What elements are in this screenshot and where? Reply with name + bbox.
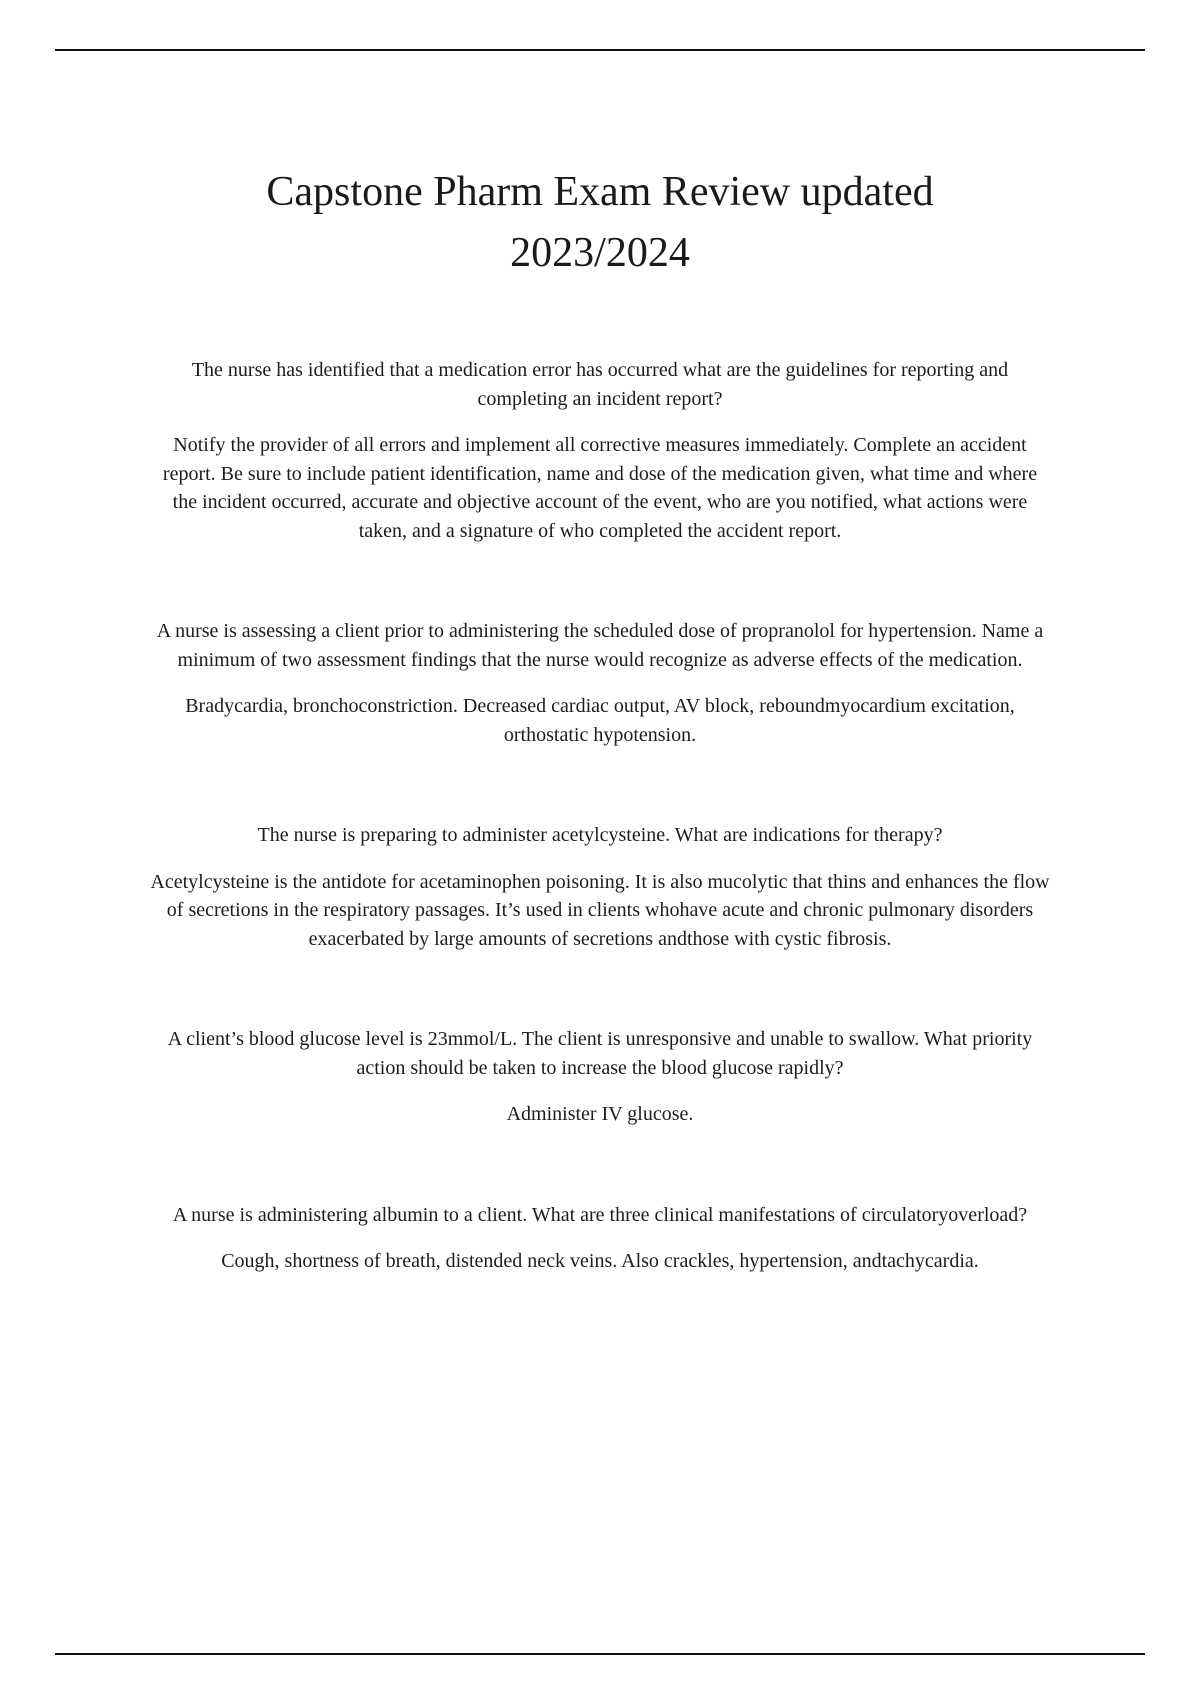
- document-title: [149, 162, 1051, 284]
- question-text: A nurse is administering albumin to a client. What are three clinical manifestations of circulatoryoverload?: [172, 1203, 1028, 1226]
- document-title-line2: 2023/2024: [510, 230, 690, 276]
- answer-text: Acetylcysteine is the antidote for acetaminophen poisoning. It is also mucolytic that thins and enhances the flow of secretions in the respiratory passages. It’s used in clients whohave acute and chronic pulmonary disorders exacerbated by large amounts of secretions andthose with cystic fibrosis.: [150, 870, 1050, 950]
- answer-text: Notify the provider of all errors and implement all corrective measures immediately. Complete an accident report. Be sure to include patient identification, name and dose of the medication given, what time and where the incident occurred, accurate and objective account of the event, who are you notified, what actions were taken, and a signature of who completed the accident report.: [162, 434, 1038, 542]
- qa-block: [149, 821, 1051, 953]
- bottom-divider: [55, 1653, 1145, 1655]
- question-text: A client’s blood glucose level is 23mmol/L. The client is unresponsive and unable to swallow. What priority action should be taken to increase the blood glucose rapidly?: [167, 1028, 1033, 1079]
- qa-block: [149, 356, 1051, 545]
- answer-text: Administer IV glucose.: [506, 1103, 694, 1125]
- question-text: The nurse is preparing to administer acetylcysteine. What are indications for therapy?: [257, 824, 943, 846]
- document-title-line1: Capstone Pharm Exam Review updated: [266, 169, 934, 215]
- top-divider: [55, 49, 1145, 51]
- answer-text: Bradycardia, bronchoconstriction. Decreased cardiac output, AV block, reboundmyocardium excitation, orthostatic hypotension.: [185, 695, 1015, 746]
- answer-text: Cough, shortness of breath, distended neck veins. Also crackles, hypertension, andtachycardia.: [221, 1250, 979, 1272]
- qa-block: [149, 617, 1051, 749]
- qa-block: [149, 1201, 1051, 1276]
- document-content: [149, 162, 1051, 1276]
- qa-block: [149, 1025, 1051, 1129]
- question-text: A nurse is assessing a client prior to administering the scheduled dose of propranolol for hypertension. Name a minimum of two assessment findings that the nurse would recognize as adverse effects of the medication.: [156, 620, 1044, 671]
- question-text: The nurse has identified that a medication error has occurred what are the guidelines for reporting and completing an incident report?: [191, 359, 1009, 410]
